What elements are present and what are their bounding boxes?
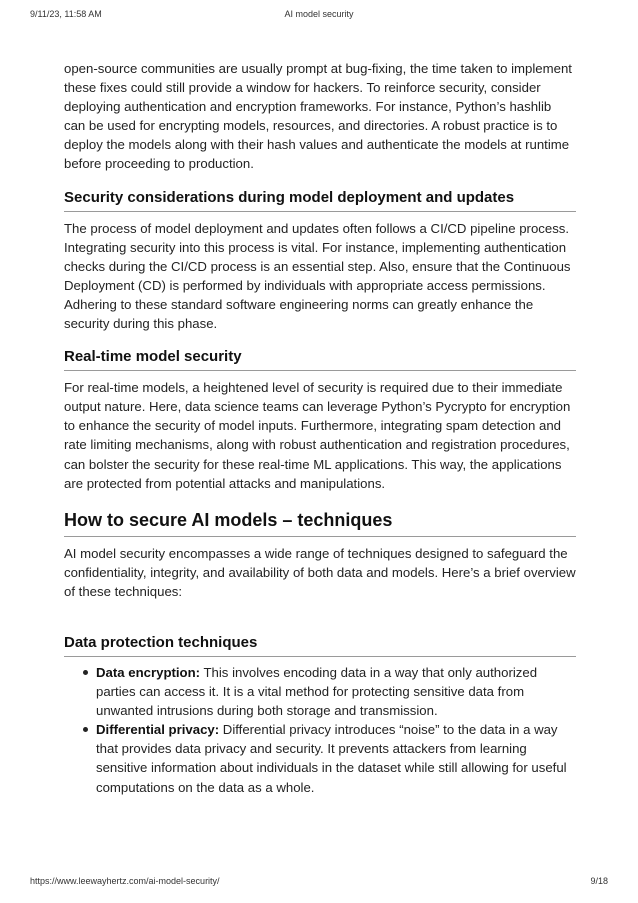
article-content [64, 59, 576, 797]
deployment-section-header [64, 189, 576, 212]
techniques-paragraph: AI model security encompasses a wide range of techniques designed to safeguard the confidentiality, integrity, and availability of both data and models. Here’s a brief overview of these techniques: [64, 545, 576, 599]
print-footer [0, 876, 638, 890]
list-item [96, 720, 576, 796]
bullet-icon [83, 670, 88, 675]
list-item-term: Data encryption: [96, 664, 201, 680]
print-url: https://www.leewayhertz.com/ai-model-security/ [30, 876, 220, 886]
intro-paragraph: open-source communities are usually prompt at bug-fixing, the time taken to implement these fixes could still provide a window for hackers. To reinforce security, consider deploying authentication and encryption frameworks. For instance, Python’s hashlib can be used for encrypting models, resources, and directories. A robust practice is to deploy the models along with their hash values and authenticate the models at runtime before proceeding to production. [64, 61, 572, 172]
data-protection-heading: Data protection techniques [64, 634, 576, 657]
deployment-paragraph: The process of model deployment and updates often follows a CI/CD pipeline process. Integrating security into this process is vital. For instance, implementing authentication checks during the CI/CD process is an essential step. Also, ensure that the Continuous Deployment (CD) is performed by individuals with appropriate access permissions. Adhering to these standard software engineering norms can greatly enhance the security during this phase. [64, 220, 571, 332]
print-datetime: 9/11/23, 11:58 AM [30, 9, 102, 19]
print-page-title: AI model security [284, 9, 354, 19]
deployment-heading: Security considerations during model deployment and updates [64, 189, 576, 212]
realtime-paragraph: For real-time models, a heightened level of security is required due to their immediate output nature. Here, data science teams can leverage Python’s Pycrypto for encryption to enhance the security of model inputs. Furthermore, integrating spam detection and rate limiting mechanisms, along with robust authentication and registration procedures, can bolster the security for these real-time ML applications. This way, the applications are protected from potential attacks and manipulations. [64, 380, 571, 491]
realtime-section-header [64, 348, 576, 371]
techniques-heading: How to secure AI models – techniques [64, 510, 576, 537]
page-number: 9/18 [590, 876, 608, 886]
list-item-text: This involves encoding data in a way that only authorized parties can access it. It is a vital method for protecting sensitive data from unwanted intrusions during both storage and transmission. [96, 664, 538, 719]
list-item [96, 663, 576, 720]
bullet-icon [83, 727, 88, 732]
techniques-section-header [64, 510, 576, 537]
list-item-term: Differential privacy: [96, 722, 220, 738]
data-protection-section-header [64, 634, 576, 657]
data-protection-list [64, 663, 576, 797]
print-header [0, 9, 638, 23]
list-item-text: Differential privacy introduces “noise” to the data in a way that provides data privacy and security. It prevents attackers from learning sensitive information about individuals in the dataset while still allowing for useful computations on the data as a whole. [96, 722, 567, 795]
realtime-heading: Real-time model security [64, 348, 576, 371]
